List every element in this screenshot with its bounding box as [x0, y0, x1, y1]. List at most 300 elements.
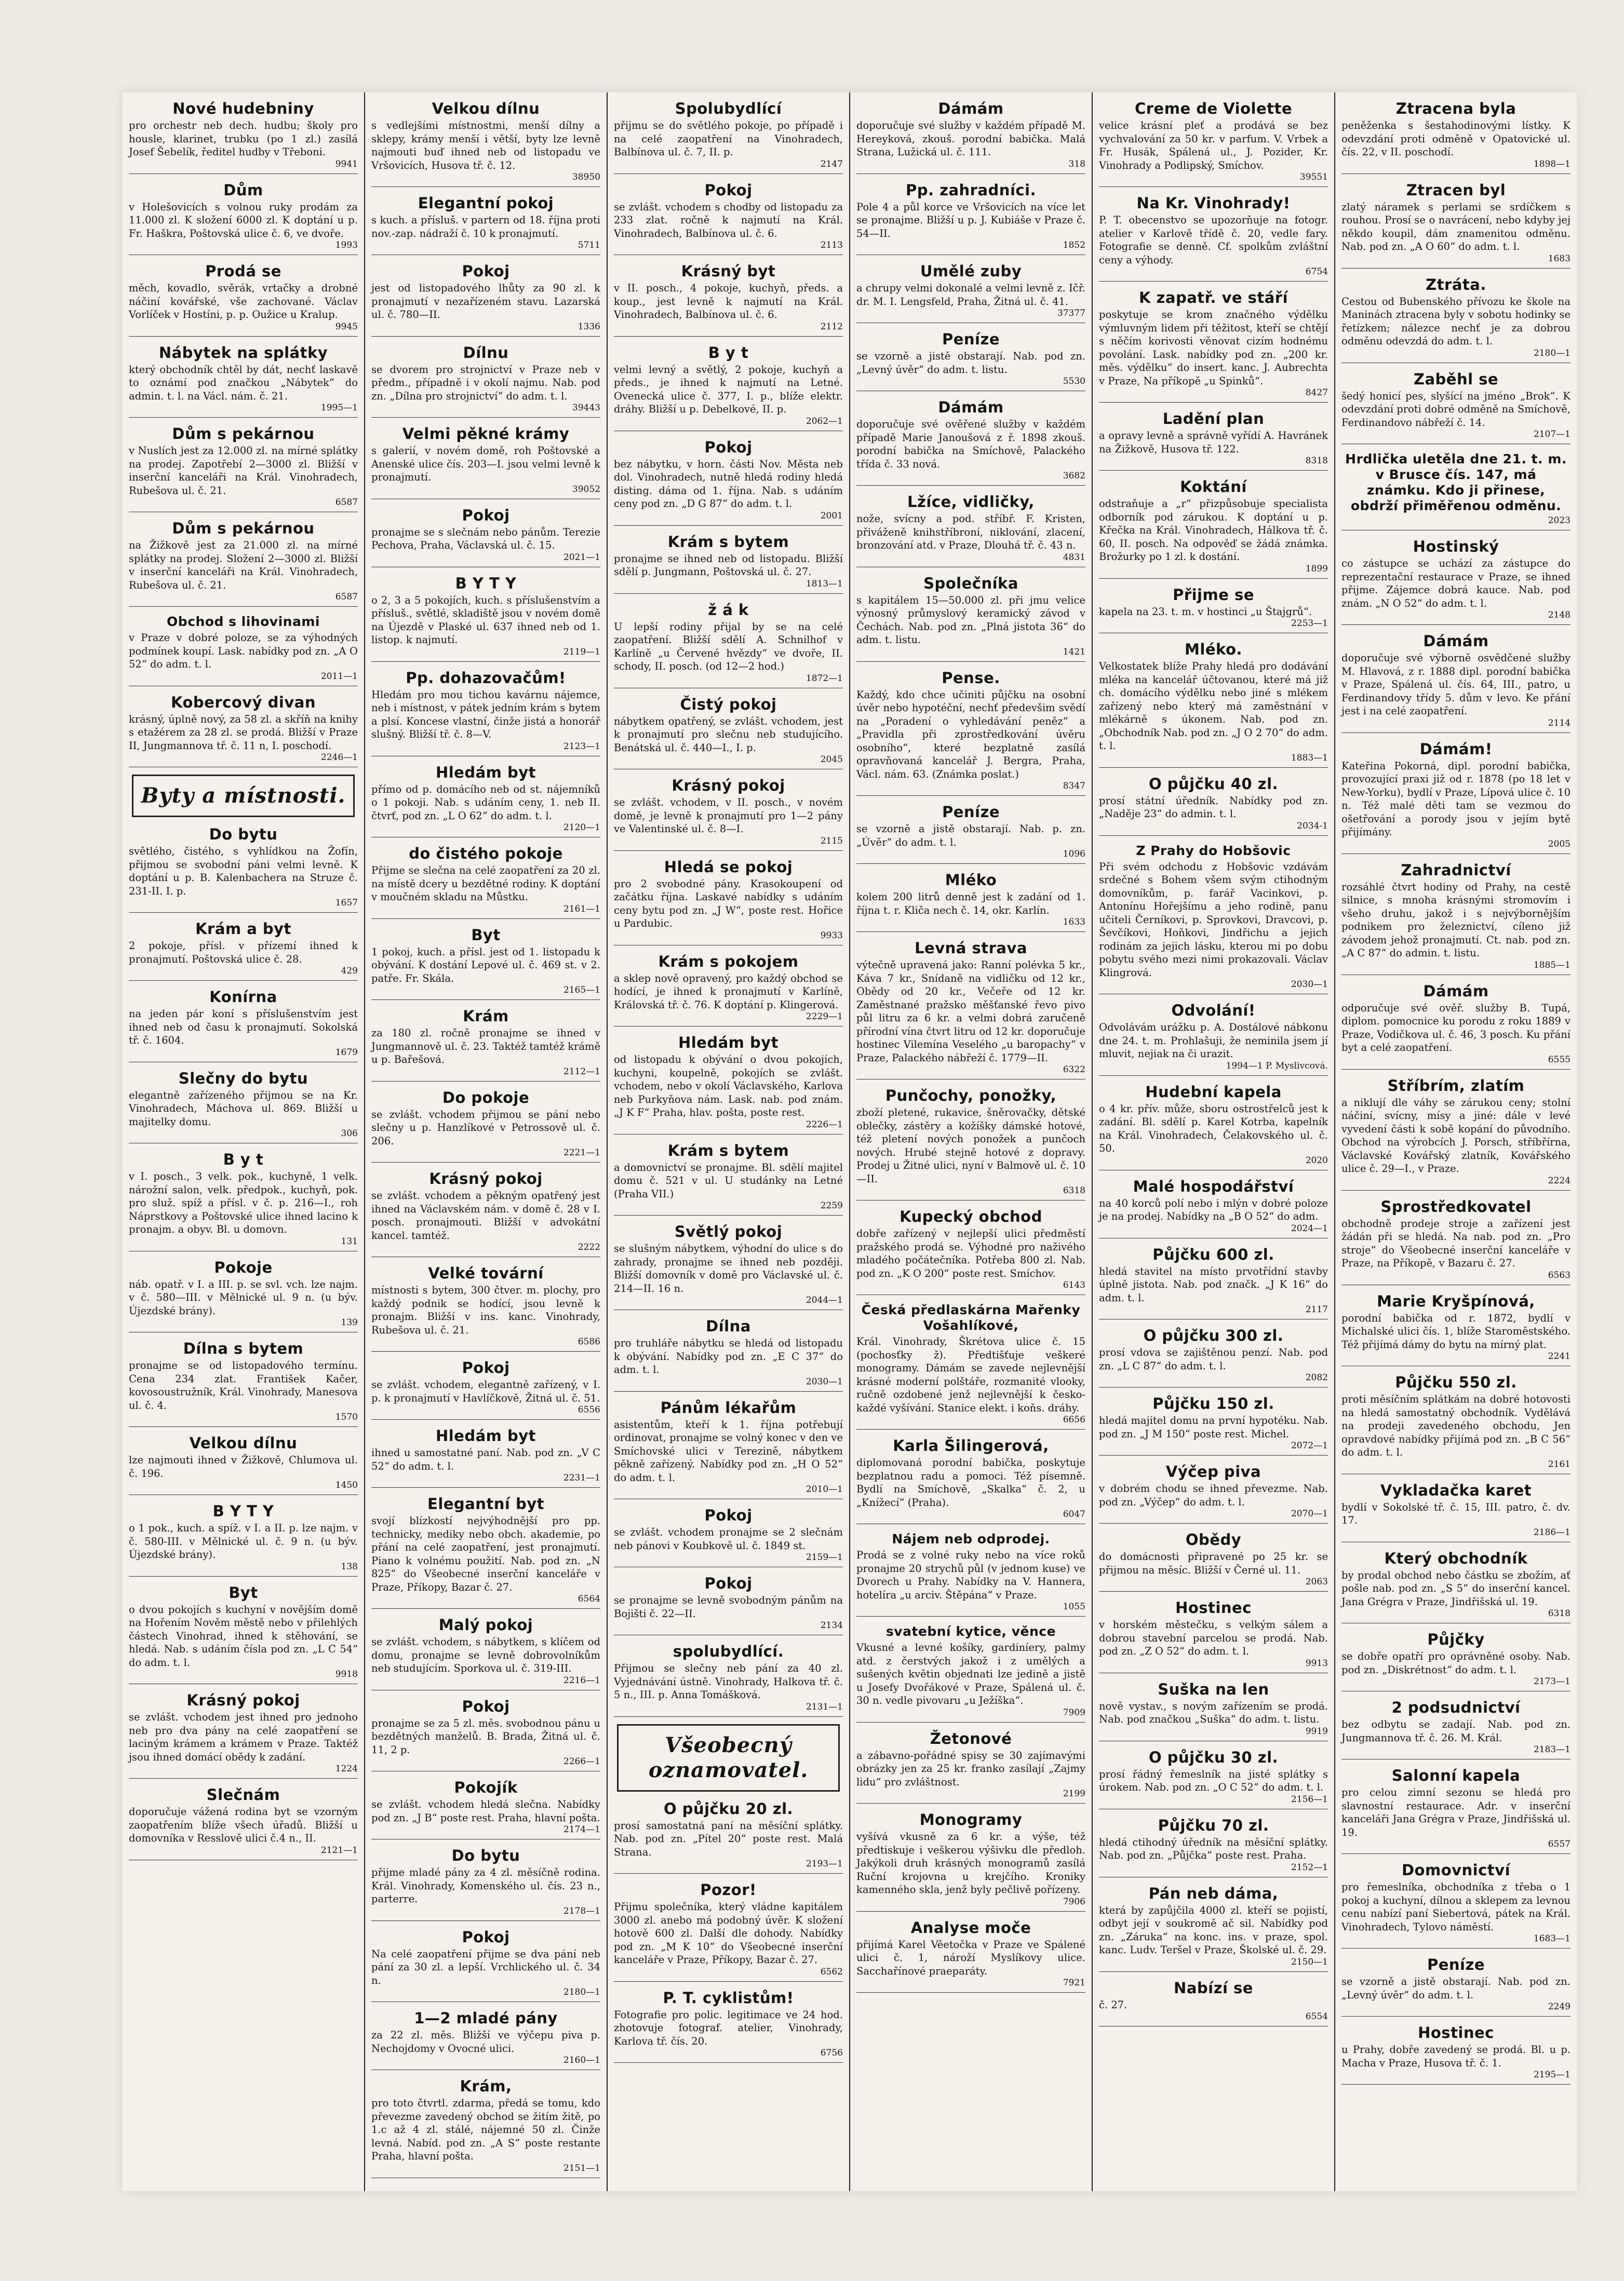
ad-heading: Pense.: [942, 669, 1000, 687]
ad-number: 6555: [1548, 1054, 1571, 1065]
classified-ad: [614, 1399, 843, 1500]
ad-number: 2134: [820, 1620, 843, 1631]
ad-heading: Hostinský: [1413, 538, 1499, 555]
ad-heading: Koktání: [1180, 478, 1247, 496]
ad-number: 2001: [820, 510, 843, 521]
ad-number: 2070—1: [1291, 1509, 1328, 1519]
ad-body: od listopadu k obývání o dvou pokojích, kuchyni, koupelně, pokojích se zvlášt. vchodem, nebo v okolí Václavského, Karlova neb Purkyňova nám. Lask. nab. pod znám. „J K F“ Praha, hlav. pošta, poste rest.: [614, 1053, 843, 1118]
ad-body: proti měsíčním splátkám na dobré hotovosti na hledá samostatný obchodník. Vydělává na prodeji zavedeného obchodu, Jen opravdové nabídky přijímá pod zn. „B C 56“ do adm. t. l.: [1341, 1393, 1571, 1458]
ad-number: 2114: [1548, 717, 1571, 728]
ad-heading: Hledám byt: [435, 763, 536, 781]
classified-ad: [129, 181, 358, 256]
classified-ad: [371, 845, 600, 919]
ad-body: na Žižkově jest za 21.000 zl. na mírné splátky na prodej. Složení 2—3000 zl. Bližší v inserční kanceláři na Král. Vinohradech, Rubešova ul. č. 21.: [129, 539, 358, 591]
ad-number: 2178—1: [563, 1905, 600, 1916]
ad-body: pro řemeslníka, obchodníka z třeba o 1 pokoj a kuchyní, dílnou a sklepem za levnou cenu nabízí paní Siebertová, pátek na Král. Vinohradech, Tylovo náměstí.: [1341, 1881, 1571, 1933]
ad-heading: Ztracena byla: [1395, 100, 1516, 117]
ad-body: nově vystav., s novým zařízením se prodá. Nab. pod značkou „Suška“ do adm. t. listu.: [1099, 1700, 1328, 1725]
ad-number: 1683: [1548, 253, 1571, 264]
ad-divider: [1099, 1075, 1328, 1076]
classified-ad: [129, 1584, 358, 1685]
ad-divider: [614, 593, 843, 594]
ad-heading: Půjčku 70 zl.: [1158, 1816, 1269, 1834]
ad-body: Vkusné a levné košíky, gardiníery, palmy atd. z čerstvých jakož i z umělých a sušených květin objednati lze jedině a jistě u Josefy Dvořákové v Praze, Spálená ul. č. 30 n. vedle pivovaru „u Ježíška“.: [856, 1642, 1085, 1706]
ad-divider: [1099, 767, 1328, 768]
ad-heading: Pokoj: [462, 1697, 510, 1715]
classified-ad: [614, 181, 843, 256]
ad-divider: [856, 863, 1085, 864]
ad-number: 2161—1: [563, 903, 600, 914]
ad-heading: Pán neb dáma,: [1148, 1884, 1279, 1902]
ad-divider: [856, 1722, 1085, 1723]
classified-ad: [1341, 276, 1571, 363]
classified-ad: [371, 1928, 600, 2003]
ad-body: rozsáhlé čtvrt hodiny od Prahy, na cestě silnice, s mnoha krásnými stromovím i všeho druhu, jakož i s nejvýbornějším podnikem pro železnictví, cíleno již závodem jehož pronajmutí. Ct. nab. pod zn. „A C 87“ do admin. t. listu.: [1341, 881, 1571, 959]
ad-number: 2063: [1305, 1577, 1328, 1587]
ad-number: 2044—1: [806, 1295, 843, 1305]
ad-divider: [1341, 1853, 1571, 1854]
classified-ad: [1099, 194, 1328, 282]
classified-ad: [1099, 1002, 1328, 1076]
classified-ad: [1099, 1749, 1328, 1809]
ad-heading: Přijme se: [1173, 585, 1254, 604]
ad-divider: [129, 912, 358, 913]
classified-ad: [371, 2009, 600, 2070]
ad-heading: Marie Kryšpínová,: [1377, 1292, 1535, 1310]
ad-number: 2165—1: [563, 985, 600, 995]
ad-heading: Dílna s bytem: [183, 1340, 304, 1357]
ad-number: 306: [341, 1128, 358, 1139]
ad-divider: [371, 1608, 600, 1609]
classified-ad: [371, 1170, 600, 1257]
classified-ad: [614, 1223, 843, 1310]
ad-number: 2183—1: [1533, 1744, 1571, 1755]
ad-divider: [856, 1911, 1085, 1912]
ad-number: 37377: [1057, 308, 1085, 318]
ad-body: doporučuje své ověřené služby v každém případě Marie Janoušová z ř. 1898 zkouš. porodní babička na Smíchově, Palackého třída č. 33 nová.: [856, 418, 1085, 470]
classified-ad: [614, 1142, 843, 1216]
ad-body: se dvorem pro strojnictví v Praze neb v předm., případně i v okolí najmu. Nab. pod zn. „Dílna pro strojnictví“ do adm. t. l.: [371, 363, 600, 402]
ad-body: v I. posch., 3 velk. pok., kuchyně, 1 velk. nárožní salon, velk. předpok., kuchyň, pok. pro služ. spíž a přísl. v č. p. 216—I., roh Náprstkovy a Poštovské ulice ihned lacino k pronajm. a obyv. Bl. u domovn.: [129, 1170, 358, 1235]
ad-heading: Ztráta.: [1426, 275, 1486, 294]
classified-ad: [1099, 1327, 1328, 1388]
ad-heading: Velkou dílnu: [432, 100, 540, 117]
ad-body: bydlí v Sokolské tř. č. 15, III. patro, č. dv. 17.: [1341, 1501, 1571, 1526]
ad-number: 2117: [1305, 1304, 1328, 1315]
classified-ad: [856, 181, 1085, 256]
ad-heading: Salonní kapela: [1391, 1767, 1521, 1784]
ad-heading: Odvolání!: [1171, 1002, 1256, 1019]
ad-number: 2021—1: [563, 552, 600, 563]
ad-body: doporučuje své služby v každém případě M. Hereyková, zkouš. porodní babička. Malá Strana, Lužická ul. č. 111.: [856, 119, 1085, 158]
ad-heading: Byt: [471, 926, 501, 944]
ad-heading: Dílnu: [463, 343, 509, 362]
ad-number: 2180—1: [563, 1987, 600, 1997]
ad-heading: Čistý pokoj: [680, 695, 777, 713]
section-heading: Byty a místnosti.: [132, 775, 355, 817]
ad-body: Hledám pro mou tichou kavárnu nájemce, neb i místnost, v pátek jedním krám s bytem a plsí. Koncese vlastní, činže jistá a honorář slušný. Bližší tř. č. 8—V.: [371, 688, 600, 740]
classified-ad: [1099, 1979, 1328, 2027]
ad-number: 1570: [335, 1412, 358, 1422]
classified-ad: [856, 1208, 1085, 1295]
ad-heading: Kobercový divan: [171, 693, 316, 711]
ad-number: 2123—1: [563, 741, 600, 752]
classified-ad: [371, 764, 600, 838]
classified-ad: [1099, 586, 1328, 634]
ad-heading: Dílna: [706, 1317, 751, 1335]
ad-body: přijme mladé pány za 4 zl. měsíčně rodina. Král. Vinohrady, Komenského ul. čís. 23 n., parterre.: [371, 1866, 600, 1905]
classified-ad: [614, 1800, 843, 1874]
ad-heading: Sprostředkovatel: [1380, 1197, 1532, 1216]
ad-number: 1852: [1063, 240, 1085, 250]
classified-ad: [614, 344, 843, 431]
ad-body: a niklují dle váhy se zárukou ceny; stolní náčiní, svícny, mísy a jiné: dále v levé vyvedení části k sobě kopání do původního. Obchod na výrobcích J. Porsch, stříbřírna, Václavské Kovářský zlatník, Kovářského ulice č. 29—I., v Praze.: [1341, 1096, 1571, 1175]
ad-number: 8318: [1305, 456, 1328, 466]
ad-body: přijmu se do světlého pokoje, po případě i na celé zaopatření na Vinohradech, Balbínova ul. č. 7, II. p.: [614, 119, 843, 158]
ad-number: 2246—1: [320, 752, 358, 763]
ad-heading: Hledám byt: [435, 1427, 536, 1445]
classified-ad: [1341, 1956, 1571, 2017]
classified-ad: [1099, 1083, 1328, 1170]
classified-ad: [614, 100, 843, 174]
ad-number: 2221—1: [563, 1148, 600, 1158]
classified-ad: [1341, 1699, 1571, 1759]
ad-body: zlatý náramek s perlami se srdíčkem s rouhou. Prosí se o navrácení, nebo kdyby jej někdo koupil, dám znamenitou odměnu. Nab. pod zn. „A O 60“ do adm. t. l.: [1341, 201, 1571, 252]
classified-ad: [129, 988, 358, 1062]
ad-body: pro orchestr neb dech. hudbu; školy pro housle, klarinet, trubku (po 1 zl.) zasílá Josef Šebelík, ředitel hudby v Třeboni.: [129, 119, 358, 158]
ad-body: dobře zařízený v nejlepší ulici předměstí pražského prodá se. Výhodné pro naživého mladého počátečníka. Potřeba 800 zl. Nab. pod zn. „K O 200“ poste rest. Smíchov.: [856, 1228, 1085, 1279]
ad-number: 2023: [1548, 515, 1571, 526]
ad-divider: [129, 336, 358, 337]
ad-body: za 22 zl. měs. Bližší ve výčepu piva p. Nechojdomy v Ovocné ulici.: [371, 2029, 600, 2055]
newspaper-page: [123, 92, 1577, 2191]
ad-divider: [614, 1134, 843, 1135]
classified-ad: [1341, 1482, 1571, 1542]
ad-number: 2226—1: [806, 1119, 843, 1130]
classified-ad: [371, 1495, 600, 1609]
ad-heading: B Y T Y: [212, 1502, 274, 1520]
ad-number: 6586: [578, 1337, 600, 1347]
ad-divider: [371, 1920, 600, 1921]
ad-number: 1679: [335, 1047, 358, 1058]
ad-body: prosí samostatná paní na měsíční splátky. Nab. pod zn. „Pítel 20“ poste rest. Malá Strana.: [614, 1819, 843, 1858]
ad-heading: spolubydlící.: [673, 1643, 784, 1660]
ad-body: bez nábytku, v horn. části Nov. Města neb dol. Vinohradech, nutně hledá rodiny hledá disting. dáma od 1. října. Nab. s udáním ceny pod zn. „D G 87“ do adm. t. l.: [614, 458, 843, 510]
ad-divider: [1099, 186, 1328, 187]
ad-number: 2152—1: [1291, 1862, 1328, 1873]
classified-ad: [856, 330, 1085, 391]
ad-body: Prodá se z volné ruky nebo na více roků pronajme 20 strychů půl (v jednom kuse) ve Dvorech u Prahy. Nabídky na V. Hannera, hotelíra „u arciv. Štěpána“ v Praze.: [856, 1549, 1085, 1601]
classifieds-column: [365, 92, 608, 2191]
ad-number: 2222: [578, 1242, 600, 1252]
ad-heading: P. T. cyklistům!: [663, 1989, 794, 2007]
ad-heading: Peníze: [942, 330, 1000, 348]
ad-divider: [1341, 2016, 1571, 2017]
ad-body: odstraňuje a „r“ přizpůsobuje specialista odborník pod zárukou. K doptání u p. Křečka na Král. Vinohradech, Hálkova tř. č. 60, II. posch. Na odpověď se žádá známka. Brožurky po 1 zl. k dostání.: [1099, 498, 1328, 563]
ad-divider: [129, 1778, 358, 1779]
ad-body: pronajme se za 5 zl. měs. svobodnou pánu u bezdětných manželů. B. Brada, Žitná ul. č. 11, 2 p.: [371, 1717, 600, 1756]
ad-heading: Do bytu: [209, 825, 278, 843]
ad-body: hledá stavitel na místo prvotřídní stavby úplně jistota. Nab. pod značk. „J K 16“ do adm. t. l.: [1099, 1265, 1328, 1304]
classified-ad: [371, 1264, 600, 1352]
ad-divider: [371, 336, 600, 337]
ad-heading: Hledá se pokoj: [664, 858, 793, 876]
ad-divider: [1341, 1069, 1571, 1070]
ad-body: přijímá Karel Věetočka v Praze ve Spálené ulici č. 1, nároží Myslíkovy ulice. Sacchařínové praeparáty.: [856, 1938, 1085, 1977]
ad-body: a domovnictví se pronajme. Bl. sdělí majitel domu č. 521 v ul. U studánky na Letné (Praha VII.): [614, 1161, 843, 1200]
ad-body: co zástupce se uchází za zástupce do reprezentační restaurace v Praze, se ihned přijme. Zájemce dobrá kauce. Nab. pod znám. „N O 52“ do adm. t. l.: [1341, 557, 1571, 609]
ad-number: 6047: [1063, 1509, 1085, 1519]
ad-body: o dvou pokojích s kuchyní v novějším domě na Hořením Nověm městě nebo v přilehlých částech Vinohrad, ihned k stěhování, se hledá. Nab. s udáním čísla pod zn. „L C 54“ do adm. t. l.: [129, 1603, 358, 1669]
ad-body: vyšívá vkusně za 6 kr. a výše, též předtiskuje i veškerou výšivku dle předloh. Jakýkoli druh krásných monogramů zasílá Ruční krojovna u krejčího. Kroniky kamenného skla, jenž byly pečlivě pořízeny.: [856, 1831, 1085, 1896]
ad-divider: [1341, 732, 1571, 733]
ad-body: se zvlášt. vchodem hledá slečna. Nabídky pod zn. „J B“ poste rest. Praha, hlavní pošta.: [371, 1798, 600, 1824]
ad-body: prosí vdova se zajištěnou penzí. Nab. pod zn. „L C 87“ do adm. t. l.: [1099, 1346, 1328, 1372]
ad-divider: [1099, 1455, 1328, 1456]
ad-divider: [856, 661, 1085, 662]
ad-heading: Do bytu: [451, 1847, 520, 1864]
ad-number: 2216—1: [563, 1675, 600, 1686]
ad-heading: Domovnictví: [1401, 1861, 1511, 1879]
ad-number: 2112—1: [563, 1066, 600, 1077]
ad-heading: Pozor!: [700, 1881, 757, 1899]
ad-number: 6656: [1063, 1415, 1085, 1425]
classified-ad: [1341, 181, 1571, 269]
ad-heading: Suška na len: [1158, 1680, 1269, 1698]
classified-ad: [856, 803, 1085, 864]
ad-number: 2131—1: [806, 1701, 843, 1712]
ad-heading: Česká předlaskárna Mařenky Vošahlíkové,: [861, 1302, 1081, 1333]
ad-heading: Malý pokoj: [438, 1616, 533, 1634]
ad-heading: Na Kr. Vinohrady!: [1136, 194, 1291, 212]
ad-body: v II. posch., 4 pokoje, kuchyň, předs. a koup., jest levně k najmutí na Král. Vinohradech, Balbínova ul. č. 6.: [614, 282, 843, 321]
classified-ad: [1099, 478, 1328, 579]
classified-ad: [1099, 1531, 1328, 1592]
ad-number: 39551: [1299, 172, 1328, 182]
ad-heading: Konírna: [209, 988, 277, 1006]
ad-body: svojí blízkostí nejvýhodnější pro pp. technicky, mediky nebo obch. akademie, po přání na celé zaopatření, jest pronajmutí. Piano k volnému použití. Nab. pod zn. „N 825“ do Všeobecné inserční kanceláře v Praze, Příkopy, Bazar č. 27.: [371, 1515, 600, 1593]
ad-number: 1336: [578, 321, 600, 332]
ad-number: 2020: [1305, 1155, 1328, 1166]
classified-ad: [1341, 982, 1571, 1070]
classified-ad: [129, 825, 358, 913]
ad-heading: Žetonové: [930, 1729, 1012, 1748]
ad-divider: [1341, 853, 1571, 854]
ad-divider: [371, 918, 600, 919]
ad-number: 429: [341, 966, 358, 976]
ad-number: 1994—1 P. Myslivcová.: [1226, 1060, 1328, 1071]
classified-ad: [614, 777, 843, 851]
ad-body: a opravy levně a správně vyřídí A. Havránek na Žižkově, Husova tř. 122.: [1099, 430, 1328, 455]
ad-number: 2229—1: [806, 1011, 843, 1022]
ad-number: 1883—1: [1291, 752, 1328, 763]
ad-body: a sklep nově opravený, pro každý obchod se hodící, je ihned k pronajmutí v Karlíně, Královská tř. č. 76. K doptání p. Klingerová.: [614, 972, 843, 1011]
ad-body: prosí státní úředník. Nabídky pod zn. „Naděje 23“ do admin. t. l.: [1099, 794, 1328, 820]
ad-divider: [1341, 1948, 1571, 1949]
ad-body: nábytkem opatřený, se zvlášt. vchodem, jest k pronajmutí pro slečnu neb studujícího. Benátská ul. č. 440—I., I. p.: [614, 715, 843, 754]
ad-body: s vedlejšími místnostmi, menší dílny a sklepy, krámy menší i větší, byty lze levně najmouti buď ihned neb od listopadu ve Vršovicích, Husova tř. č. 12.: [371, 119, 600, 171]
classified-ad: [1341, 2024, 1571, 2085]
ad-divider: [371, 1419, 600, 1420]
ad-divider: [1099, 402, 1328, 403]
ad-number: 2024—1: [1291, 1223, 1328, 1234]
ad-body: by prodal obchod nebo částku se zbožím, ať pošle nab. pod zn. „S 5“ do inserční kancel. Jana Grégra v Praze, Jindřišská ul. 19.: [1341, 1569, 1571, 1608]
ad-heading: Dům s pekárnou: [172, 425, 315, 443]
ad-heading: Krám: [463, 1007, 509, 1025]
classified-ad: [129, 1786, 358, 1860]
classified-ad: [1341, 1631, 1571, 1691]
section-heading: Všeobecný oznamovatel.: [617, 1724, 840, 1792]
classified-ad: [1099, 843, 1328, 995]
ad-body: v horském městečku, s velkým sálem a dobrou stavební parcelou se prodá. Nab. pod zn. „Z O 52“ do adm. t. l.: [1099, 1619, 1328, 1657]
ad-heading: Peníze: [1427, 1956, 1485, 1973]
ad-body: šedý honicí pes, slyšící na jméno „Brok“. K odevzdání proti dobré odměně na Smíchově, Ferdinandovo nábřeží č. 14.: [1341, 390, 1571, 429]
classified-ad: [856, 262, 1085, 323]
ad-number: 3682: [1063, 471, 1085, 481]
classified-ad: [614, 601, 843, 688]
classified-ad: [1341, 1767, 1571, 1854]
ad-heading: Pokoj: [704, 181, 753, 199]
ad-heading: Zaběhl se: [1413, 370, 1499, 388]
ad-number: 2224: [1548, 1175, 1571, 1186]
ad-body: se zvlášt. vchodem jest ihned pro jednoho neb pro dva pány na celé zaopatření se laciným krámem a krámem v Praze. Taktéž jsou ihned domácí obědy k zadání.: [129, 1711, 358, 1763]
ad-number: 6318: [1548, 1608, 1571, 1619]
classified-ad: [371, 194, 600, 255]
ad-number: 9913: [1305, 1658, 1328, 1669]
ad-body: velice krásní pleť a prodává se bez vychvalování za 50 kr. v parfum. V. Vrbek a Fr. Husák, Spálená ul., J. Pozider, Kr. Vinohrady a Podlipský, Smíchov.: [1099, 119, 1328, 171]
ad-number: 2231—1: [563, 1473, 600, 1483]
classified-ad: [1099, 1178, 1328, 1238]
classified-ad: [856, 1302, 1085, 1430]
classified-ad: [614, 1643, 843, 1717]
classified-ad: [371, 1779, 600, 1839]
ad-body: č. 27.: [1099, 1998, 1128, 2011]
ad-heading: Půjčku 600 zl.: [1152, 1245, 1274, 1263]
ad-heading: O půjčku 30 zl.: [1148, 1748, 1279, 1766]
classified-ad: [856, 669, 1085, 796]
classifieds-column: [850, 92, 1093, 2191]
classified-ad: [371, 575, 600, 662]
ad-number: 2249: [1548, 2002, 1571, 2012]
ad-body: zboží pletené, rukavice, šněrovačky, dětské oblečky, zástěry a kožíšky dámské hotové, též pletení nových ponožek a punčoch nových. Hrubé stejně hotové z dopravy. Prodej u Žitné ulici, nyní v Balmově ul. č. 10—II.: [856, 1106, 1085, 1185]
ad-number: 1872—1: [806, 673, 843, 684]
ad-heading: Krásný pokoj: [186, 1691, 300, 1709]
ad-number: 6564: [578, 1594, 600, 1604]
ad-body: U lepší rodiny přijal by se na celé zaopatření. Bližší sdělí A. Schnilhof v Karlíně „u Červené hvězdy“ ve dvoře, II. schody, II. posch. (od 12—2 hod.): [614, 620, 843, 672]
ad-number: 2186—1: [1533, 1527, 1571, 1538]
ad-heading: Pokoj: [704, 1506, 753, 1524]
ad-heading: Dámám!: [1419, 740, 1493, 758]
classified-ad: [614, 1989, 843, 2063]
classified-ad: [1099, 1885, 1328, 1972]
ad-number: 6562: [820, 1966, 843, 1977]
ad-heading: B y t: [708, 343, 749, 362]
ad-number: 39052: [572, 484, 600, 495]
ad-body: kapela na 23. t. m. v hostinci „u Štajgrů“.: [1099, 605, 1312, 618]
ad-heading: Monogramy: [919, 1811, 1023, 1829]
ad-number: 1657: [335, 898, 358, 908]
ad-number: 6143: [1063, 1280, 1085, 1290]
ad-body: se dobře opatří pro oprávněné osoby. Nab. pod zn. „Diskrétnost“ do adm. t. l.: [1341, 1650, 1571, 1676]
ad-heading: Velmi pěkné krámy: [402, 425, 570, 443]
ad-divider: [856, 1616, 1085, 1617]
ad-number: 7906: [1063, 1896, 1085, 1907]
ad-number: 2113: [820, 240, 843, 250]
ad-heading: Spolubydlící: [675, 100, 782, 117]
classified-ad: [856, 1624, 1085, 1723]
ad-body: pro 2 svobodné pány. Krasokoupení od začátku října. Laskavé nabídky s udáním ceny bytu pod zn. „J W“, poste rest. Hořice u Pardubic.: [614, 877, 843, 929]
ad-body: se slušným nábytkem, výhodní do ulice s do zahrady, pronajme se ihned neb později. Bližší domovník v domě pro Václavské ul. č. 214—II. 16 n.: [614, 1243, 843, 1295]
ad-number: 2193—1: [806, 1859, 843, 1869]
classified-ad: [1099, 100, 1328, 187]
ad-body: krásný, úplně nový, za 58 zl. a skříň na knihy s etažérem za 28 zl. se prodá. Bližší v Praze II, Jungmannova tř. č. 11 n, I. poschodí.: [129, 713, 358, 752]
ad-heading: Levná strava: [915, 939, 1027, 957]
ad-number: 1995—1: [320, 403, 358, 413]
classified-ad: [1099, 775, 1328, 836]
classified-ad: [129, 614, 358, 686]
classified-ad: [129, 1502, 358, 1577]
classified-ad: [614, 1881, 843, 1982]
classified-ad: [371, 1007, 600, 1082]
ad-body: velmi levný a světlý, 2 pokoje, kuchyň a předs., je ihned k najmutí na Letné. Ovenecká ulice č. 377, I. p., blíže elektr. dráhy. Bližší u p. Debelkové, II. p.: [614, 363, 843, 415]
ad-number: 2253—1: [1291, 618, 1328, 629]
ad-divider: [614, 1215, 843, 1216]
ad-number: 1993: [335, 240, 358, 250]
ad-heading: Dámám: [1423, 982, 1489, 1000]
ad-body: hledá majitel domu na první hypotéku. Nab. pod zn. „J M 150“ poste rest. Michel.: [1099, 1415, 1328, 1440]
classified-ad: [371, 100, 600, 187]
classified-ad: [1341, 1198, 1571, 1285]
ad-divider: [371, 1162, 600, 1163]
classified-ad: [371, 669, 600, 756]
ad-body: peněženka s šestahodinovými lístky. K odevzdání proti odměně v Opatovické ul. čís. 22, v II. poschodí.: [1341, 119, 1571, 158]
ad-body: měch, kovadlo, svěrák, vrtačky a drobné náčiní kovářské, vše zachované. Václav Vorlíček v Hostíni, p. p. Oužice u Kralup.: [129, 282, 358, 321]
ad-divider: [614, 2062, 843, 2063]
ad-divider: [614, 1981, 843, 1982]
classified-ad: [1341, 1373, 1571, 1474]
ad-body: Fotografie pro polic. legitimace ve 24 hod. zhotovuje fotograf. atelier, Vinohrady, Karlova tř. čís. 20.: [614, 2008, 843, 2047]
ad-body: asistentům, kteří k 1. října potřebují ordinovat, pronajme se volný konec v den ve Smíchovské ulici v Terezině, nábytkem pěkně zařízený. Nabídky pod zn. „H O 52“ do adm. t. l.: [614, 1418, 843, 1484]
ad-divider: [1099, 1387, 1328, 1388]
ad-body: a chrupy velmi dokonalé a velmi levně z. Ičř. dr. M. I. Lengsfeld, Praha, Žitná ul. č. 41.: [856, 282, 1085, 308]
classified-ad: [614, 858, 843, 945]
ad-heading: Který obchodník: [1384, 1549, 1528, 1567]
ad-number: 2119—1: [563, 646, 600, 657]
ad-number: 2082: [1305, 1372, 1328, 1383]
ad-number: 7921: [1063, 1978, 1085, 1988]
ad-body: Král. Vinohrady, Škrétova ulice č. 15 (pochosťky ž). Předtišťuje veškeré monogramy. Dámám se zavede nejlevnější krásné moderní polštáře, rozmanité vlooky, ručně ozdobené jenž nejlevnější k česko-každé vyšívání. Stanice elekt. i koňs. dráhy.: [856, 1336, 1085, 1414]
classified-ad: [129, 519, 358, 607]
ad-heading: Pokoj: [462, 1928, 510, 1946]
ad-number: 2195—1: [1533, 2070, 1571, 2080]
ad-heading: Dům: [223, 181, 263, 199]
ad-heading: Krám a byt: [195, 920, 291, 938]
ad-body: Cestou od Bubenského přívozu ke škole na Maninách ztracena byly v sobotu hodinky se řetízkem; nálezce nechť je za dobrou odměnu odevzdá do adm. t. l.: [1341, 295, 1571, 347]
ad-body: náb. opatř. v I. a III. p. se svl. vch. lze najm. v č. 580—III. v Mělnické ul. 9 n. (u býv. Újezdské brány).: [129, 1278, 358, 1317]
ad-heading: Pokoj: [704, 438, 753, 456]
classified-ad: [614, 1317, 843, 1392]
ad-divider: [856, 931, 1085, 932]
ad-heading: Mléko.: [1185, 641, 1242, 658]
ad-divider: [856, 1803, 1085, 1804]
ad-body: P. T. obecenstvo se upozorňuje na fotogr. atelier v Karlově třídě č. 20, vedle fary. Fotografie se denně. Cf. spolkům zvláštní ceny a výhody.: [1099, 214, 1328, 266]
ad-divider: [1099, 578, 1328, 579]
ad-heading: Nové hudebniny: [172, 100, 314, 117]
classifieds-column: [1335, 92, 1577, 2191]
ad-number: 1096: [1063, 849, 1085, 859]
ad-number: 2148: [1548, 610, 1571, 620]
ad-body: se pronajme se levně svobodným pánům na Bojišti č. 22—II.: [614, 1594, 843, 1620]
